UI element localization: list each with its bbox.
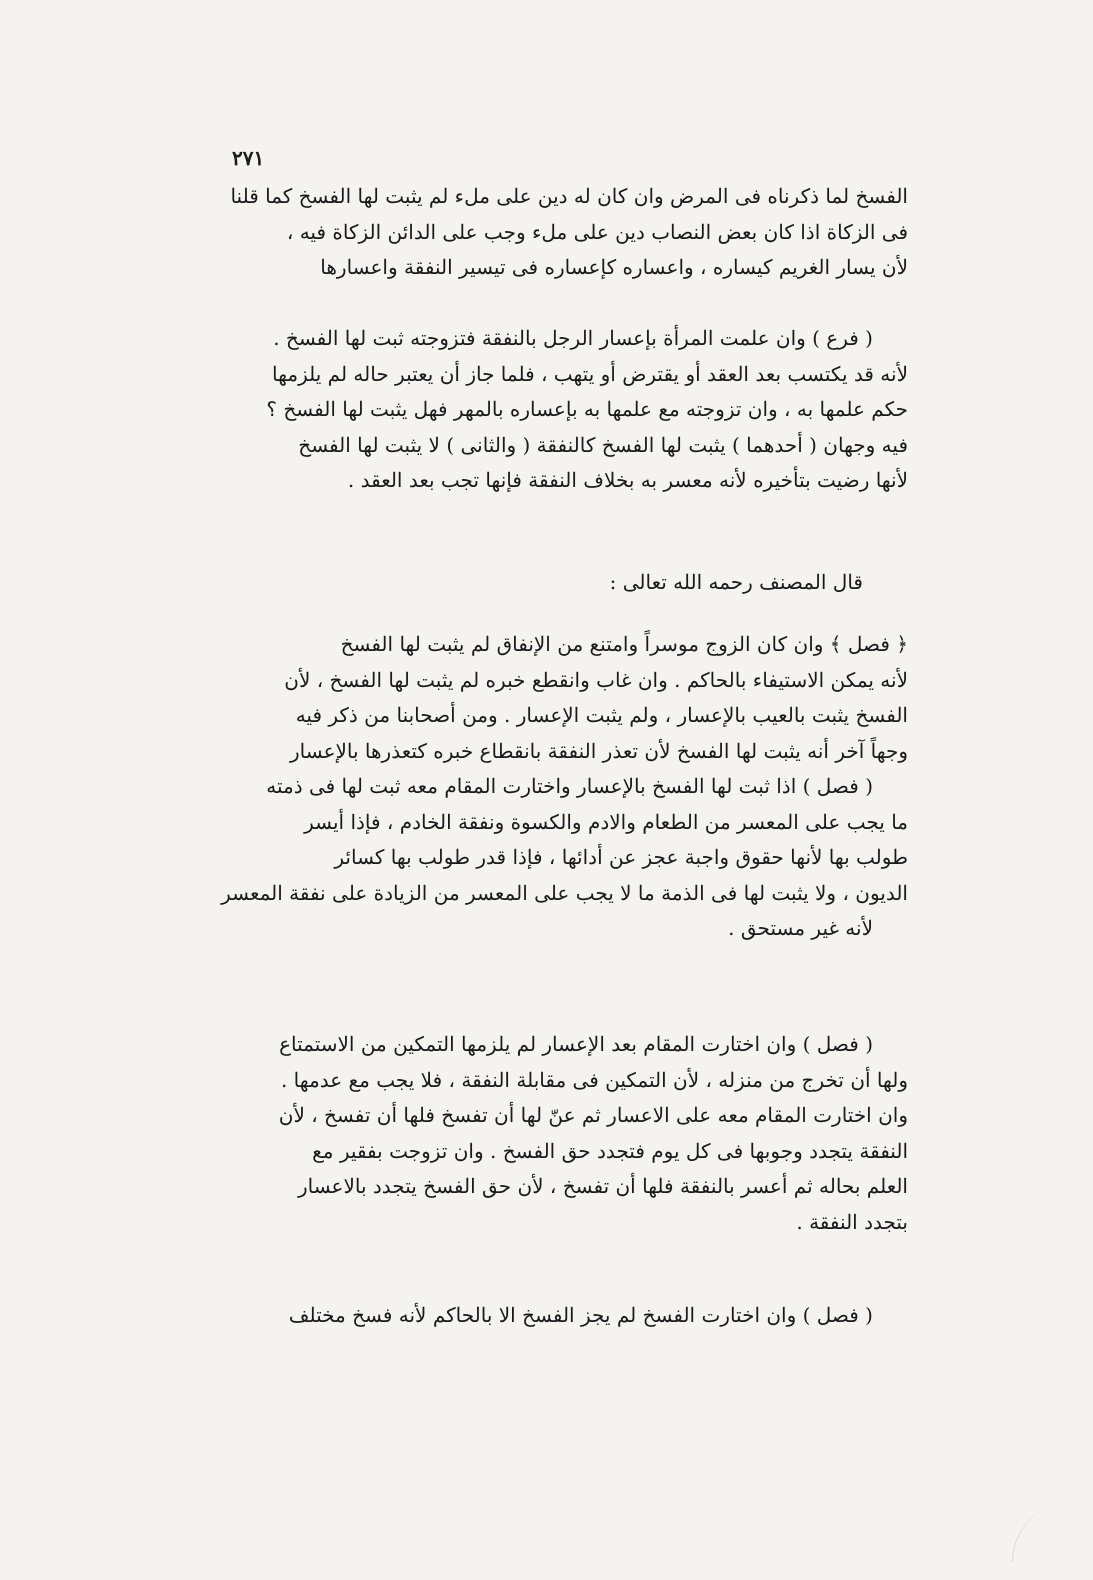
text-line: وان اختارت المقام معه على الاعسار ثم عنّ لها أن تفسخ فلها أن تفسخ ، لأن	[278, 1103, 908, 1127]
text-line: ( فصل ) اذا ثبت لها الفسخ بالإعسار واختارت المقام معه ثبت لها فى ذمته	[266, 774, 873, 798]
text-line: فيه وجهان ( أحدهما ) يثبت لها الفسخ كالنفقة ( والثانى ) لا يثبت لها الفسخ	[298, 432, 908, 457]
text-line: الفسخ يثبت بالعيب بالإعسار ، ولم يثبت الإعسار . ومن أصحابنا من ذكر فيه	[295, 703, 908, 727]
text-line: لأنها رضيت بتأخيره لأنه معسر به بخلاف النفقة فإنها تجب بعد العقد .	[347, 468, 908, 492]
page-corner-mark	[1012, 1502, 1073, 1562]
text-line: ولها أن تخرج من منزله ، لأن التمكين فى مقابلة النفقة ، فلا يجب مع عدمها .	[280, 1067, 908, 1092]
text-line: ( فصل ) وان اختارت المقام بعد الإعسار لم يلزمها التمكين من الاستمتاع	[279, 1032, 873, 1056]
text-line: لأنه قد يكتسب بعد العقد أو يقترض أو يتهب ، فلما جاز أن يعتبر حاله لم يلزمها	[272, 361, 908, 386]
text-line: لأنه غير مستحق .	[728, 916, 873, 940]
text-line: الفسخ لما ذكرناه فى المرض وان كان له دين على ملء لم يثبت لها الفسخ كما قلنا	[230, 184, 908, 208]
paragraph-3	[198, 627, 908, 769]
text-line: العلم بحاله ثم أعسر بالنفقة فلها أن تفسخ ، لأن حق الفسخ يتجدد بالاعسار	[297, 1174, 908, 1198]
text-line: بتجدد النفقة .	[796, 1209, 908, 1234]
paragraph-6	[198, 1298, 908, 1334]
text-line: ( فصل ) وان اختارت الفسخ لم يجز الفسخ الا بالحاكم لأنه فسخ مختلف	[288, 1303, 873, 1327]
text-line: لأنه يمكن الاستيفاء بالحاكم . وان غاب وانقطع خبره لم يثبت لها الفسخ ، لأن	[284, 667, 908, 692]
paragraph-4	[198, 769, 908, 947]
paragraph-1	[198, 179, 908, 286]
text-line: فى الزكاة اذا كان بعض النصاب دين على ملء وجب على الدائن الزكاة فيه ،	[286, 219, 908, 244]
text-line: الديون ، ولا يثبت لها فى الذمة ما لا يجب على المعسر من الزيادة على نفقة المعسر	[221, 880, 908, 905]
page-number: ٢٧١	[232, 146, 265, 170]
text-line: ما يجب على المعسر من الطعام والادم والكسوة ونفقة الخادم ، فإذا أيسر	[304, 809, 908, 834]
paragraph-2	[198, 321, 908, 499]
text-line: وجهاً آخر أنه يثبت لها الفسخ لأن تعذر النفقة بانقطاع خبره كتعذرها بالإعسار	[289, 738, 908, 763]
text-line: ( فرع ) وان علمت المرأة بإعسار الرجل بالنفقة فتزوجته ثبت لها الفسخ .	[273, 326, 873, 350]
paragraph-5	[198, 1027, 908, 1240]
text-line: لأن يسار الغريم كيساره ، واعساره كإعساره فى تيسير النفقة واعسارها	[320, 255, 908, 279]
text-line: طولب بها لأنها حقوق واجبة عجز عن أدائها ، فإذا قدر طولب بها كسائر	[334, 845, 908, 869]
text-line: ﴿ فصل ﴾ وان كان الزوج موسراً وامتنع من الإنفاق لم يثبت لها الفسخ	[340, 632, 908, 656]
section-heading: قال المصنف رحمه الله تعالى :	[609, 570, 863, 594]
text-line: حكم علمها به ، وان تزوجته مع علمها به بإعساره بالمهر فهل يثبت لها الفسخ ؟	[266, 397, 908, 421]
text-line: النفقة يتجدد وجوبها فى كل يوم فتجدد حق الفسخ . وان تزوجت بفقير مع	[312, 1138, 908, 1163]
